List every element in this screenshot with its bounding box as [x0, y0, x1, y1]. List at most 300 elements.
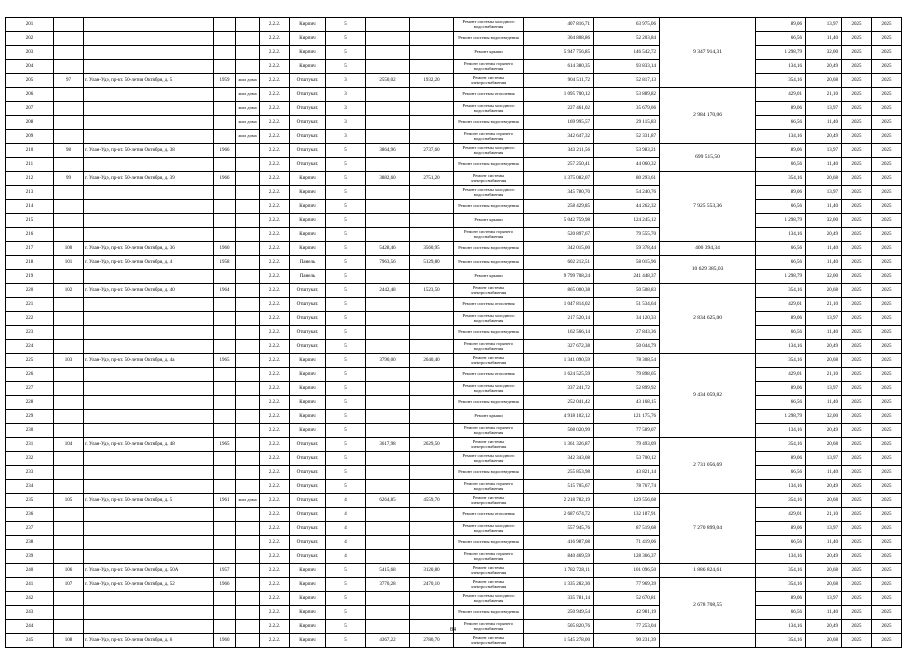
- cost-cell: 217 520,14: [524, 312, 594, 326]
- build-year-cell: 1966: [214, 144, 236, 158]
- table-row: [6, 368, 902, 382]
- table-row: [6, 634, 902, 648]
- year-start-cell: 2025: [842, 354, 872, 368]
- group-total-cell: 2 984 170,06: [660, 88, 756, 144]
- work-type-cell: Ремонт системы водоотведения: [454, 116, 524, 130]
- year-end-cell: 2025: [872, 270, 902, 284]
- cost-per-unit-cell: 43 168,15: [594, 396, 660, 410]
- year-start-cell: 2025: [842, 634, 872, 648]
- unit-cost-cell: 66,56: [756, 396, 806, 410]
- wall-material-cell: Отштукат.: [290, 284, 326, 298]
- table-row: [6, 116, 902, 130]
- unit-cost-cell: 66,56: [756, 466, 806, 480]
- unit-cost-2-cell: 21,10: [806, 368, 842, 382]
- cost-per-unit-cell: 90 231,39: [594, 634, 660, 648]
- table-row: [6, 74, 902, 88]
- year-start-cell: 2025: [842, 326, 872, 340]
- cost-per-unit-cell: 146 542,72: [594, 46, 660, 60]
- year-start-cell: 2025: [842, 74, 872, 88]
- year-end-cell: 2025: [872, 564, 902, 578]
- wall-material-cell: Отштукат.: [290, 494, 326, 508]
- cost-cell: 337 241,72: [524, 382, 594, 396]
- address-cell: [84, 410, 214, 424]
- living-area-cell: [410, 60, 454, 74]
- house-type-cell: [236, 606, 260, 620]
- work-type-cell: Ремонт системы горячего водоснабжения: [454, 130, 524, 144]
- work-type-cell: Ремонт системы холодного водоснабжения: [454, 186, 524, 200]
- cost-per-unit-cell: 58 015,96: [594, 256, 660, 270]
- cost-cell: 840 469,59: [524, 550, 594, 564]
- cost-cell: 1 624 525,59: [524, 368, 594, 382]
- year-start-cell: 2025: [842, 158, 872, 172]
- address-cell: [84, 312, 214, 326]
- floors-cell: 5: [326, 396, 366, 410]
- cost-cell: 162 566,14: [524, 326, 594, 340]
- build-year-cell: [214, 536, 236, 550]
- house-number-cell: [54, 116, 84, 130]
- code-cell: 2.2.2.: [260, 550, 290, 564]
- row-number-cell: 234: [6, 480, 54, 494]
- year-start-cell: 2025: [842, 396, 872, 410]
- floors-cell: 5: [326, 200, 366, 214]
- wall-material-cell: Отштукат.: [290, 312, 326, 326]
- house-type-cell: [236, 536, 260, 550]
- group-total-cell: 9 434 059,82: [660, 354, 756, 438]
- unit-cost-cell: 354,16: [756, 578, 806, 592]
- build-year-cell: 1960: [214, 242, 236, 256]
- build-year-cell: [214, 60, 236, 74]
- row-number-cell: 232: [6, 452, 54, 466]
- row-number-cell: 236: [6, 508, 54, 522]
- house-number-cell: [54, 368, 84, 382]
- table-row: [6, 522, 902, 536]
- total-area-cell: 3882,60: [366, 172, 410, 186]
- table-row: [6, 284, 902, 298]
- house-number-cell: 106: [54, 564, 84, 578]
- year-start-cell: 2025: [842, 466, 872, 480]
- address-cell: [84, 522, 214, 536]
- address-cell: [84, 382, 214, 396]
- total-area-cell: [366, 340, 410, 354]
- build-year-cell: [214, 340, 236, 354]
- address-cell: [84, 592, 214, 606]
- floors-cell: 3: [326, 88, 366, 102]
- row-number-cell: 209: [6, 130, 54, 144]
- house-type-cell: [236, 410, 260, 424]
- row-number-cell: 244: [6, 620, 54, 634]
- unit-cost-cell: 89,06: [756, 186, 806, 200]
- work-type-cell: Ремонт системы горячего водоснабжения: [454, 340, 524, 354]
- house-type-cell: [236, 270, 260, 284]
- total-area-cell: 4367,22: [366, 634, 410, 648]
- table-row: [6, 592, 902, 606]
- living-area-cell: 2470,10: [410, 578, 454, 592]
- floors-cell: 5: [326, 564, 366, 578]
- address-cell: [84, 536, 214, 550]
- wall-material-cell: Кирпич: [290, 214, 326, 228]
- build-year-cell: [214, 270, 236, 284]
- year-end-cell: 2025: [872, 214, 902, 228]
- code-cell: 2.2.2.: [260, 424, 290, 438]
- unit-cost-cell: 354,16: [756, 74, 806, 88]
- wall-material-cell: Панель: [290, 270, 326, 284]
- code-cell: 2.2.2.: [260, 368, 290, 382]
- house-number-cell: [54, 214, 84, 228]
- total-area-cell: [366, 200, 410, 214]
- house-type-cell: [236, 578, 260, 592]
- house-number-cell: 97: [54, 74, 84, 88]
- wall-material-cell: Кирпич: [290, 242, 326, 256]
- year-start-cell: 2025: [842, 228, 872, 242]
- build-year-cell: [214, 102, 236, 116]
- unit-cost-cell: 66,56: [756, 158, 806, 172]
- living-area-cell: [410, 326, 454, 340]
- floors-cell: 5: [326, 312, 366, 326]
- unit-cost-cell: 134,16: [756, 130, 806, 144]
- floors-cell: 5: [326, 256, 366, 270]
- house-number-cell: [54, 340, 84, 354]
- living-area-cell: [410, 130, 454, 144]
- house-type-cell: [236, 18, 260, 32]
- work-type-cell: Ремонт системы холодного водоснабжения: [454, 102, 524, 116]
- cost-cell: 250 949,54: [524, 606, 594, 620]
- total-area-cell: [366, 32, 410, 46]
- house-type-cell: [236, 284, 260, 298]
- code-cell: 2.2.2.: [260, 452, 290, 466]
- code-cell: 2.2.2.: [260, 200, 290, 214]
- year-end-cell: 2025: [872, 186, 902, 200]
- cost-cell: 304 808,86: [524, 32, 594, 46]
- year-start-cell: 2025: [842, 550, 872, 564]
- group-total-cell: [660, 634, 756, 648]
- total-area-cell: 3790,00: [366, 354, 410, 368]
- living-area-cell: [410, 270, 454, 284]
- floors-cell: 5: [326, 620, 366, 634]
- wall-material-cell: Кирпич: [290, 396, 326, 410]
- year-end-cell: 2025: [872, 32, 902, 46]
- row-number-cell: 201: [6, 18, 54, 32]
- house-type-cell: жил дома: [236, 130, 260, 144]
- address-cell: [84, 508, 214, 522]
- row-number-cell: 230: [6, 424, 54, 438]
- row-number-cell: 245: [6, 634, 54, 648]
- living-area-cell: [410, 410, 454, 424]
- house-type-cell: [236, 186, 260, 200]
- floors-cell: 5: [326, 424, 366, 438]
- code-cell: 2.2.2.: [260, 438, 290, 452]
- year-start-cell: 2025: [842, 242, 872, 256]
- work-type-cell: Ремонт системы горячего водоснабжения: [454, 620, 524, 634]
- total-area-cell: [366, 326, 410, 340]
- total-area-cell: [366, 424, 410, 438]
- house-type-cell: [236, 508, 260, 522]
- code-cell: 2.2.2.: [260, 522, 290, 536]
- unit-cost-2-cell: 21,10: [806, 298, 842, 312]
- cost-per-unit-cell: 44 060,32: [594, 158, 660, 172]
- table-row: [6, 228, 902, 242]
- build-year-cell: [214, 410, 236, 424]
- code-cell: 2.2.2.: [260, 60, 290, 74]
- work-type-cell: Ремонт системы электроснабжения: [454, 172, 524, 186]
- total-area-cell: [366, 88, 410, 102]
- code-cell: 2.2.2.: [260, 228, 290, 242]
- living-area-cell: [410, 382, 454, 396]
- unit-cost-2-cell: 20,68: [806, 172, 842, 186]
- house-number-cell: [54, 480, 84, 494]
- year-end-cell: 2025: [872, 60, 902, 74]
- work-type-cell: Ремонт системы холодного водоснабжения: [454, 522, 524, 536]
- living-area-cell: [410, 32, 454, 46]
- living-area-cell: [410, 312, 454, 326]
- cost-cell: 342 015,00: [524, 242, 594, 256]
- year-end-cell: 2025: [872, 424, 902, 438]
- unit-cost-2-cell: 11,40: [806, 242, 842, 256]
- year-end-cell: 2025: [872, 354, 902, 368]
- cost-cell: 2 687 674,72: [524, 508, 594, 522]
- cost-cell: 5 042 759,98: [524, 214, 594, 228]
- work-type-cell: Ремонт системы электроснабжения: [454, 634, 524, 648]
- address-cell: [84, 466, 214, 480]
- living-area-cell: [410, 102, 454, 116]
- row-number-cell: 241: [6, 578, 54, 592]
- house-type-cell: [236, 354, 260, 368]
- house-type-cell: [236, 592, 260, 606]
- unit-cost-cell: 354,16: [756, 354, 806, 368]
- cost-per-unit-cell: 35 679,06: [594, 102, 660, 116]
- cost-per-unit-cell: 79 493,09: [594, 438, 660, 452]
- code-cell: 2.2.2.: [260, 256, 290, 270]
- work-type-cell: Ремонт системы водоотведения: [454, 396, 524, 410]
- address-cell: [84, 200, 214, 214]
- unit-cost-2-cell: 13,97: [806, 18, 842, 32]
- unit-cost-2-cell: 11,40: [806, 536, 842, 550]
- code-cell: 2.2.2.: [260, 130, 290, 144]
- code-cell: 2.2.2.: [260, 578, 290, 592]
- row-number-cell: 224: [6, 340, 54, 354]
- year-end-cell: 2025: [872, 130, 902, 144]
- unit-cost-cell: 66,56: [756, 326, 806, 340]
- living-area-cell: [410, 508, 454, 522]
- address-cell: г. Улан-Удэ, пр-кт. 50-летия Октября, д. 4: [84, 256, 214, 270]
- address-cell: [84, 18, 214, 32]
- table-row: [6, 480, 902, 494]
- table-row: [6, 158, 902, 172]
- build-year-cell: [214, 158, 236, 172]
- unit-cost-2-cell: 13,97: [806, 102, 842, 116]
- code-cell: 2.2.2.: [260, 494, 290, 508]
- house-number-cell: [54, 32, 84, 46]
- cost-cell: 258 429,85: [524, 200, 594, 214]
- year-start-cell: 2025: [842, 60, 872, 74]
- unit-cost-2-cell: 21,10: [806, 508, 842, 522]
- year-end-cell: 2025: [872, 452, 902, 466]
- build-year-cell: [214, 522, 236, 536]
- year-start-cell: 2025: [842, 270, 872, 284]
- address-cell: [84, 88, 214, 102]
- wall-material-cell: Отштукат.: [290, 158, 326, 172]
- living-area-cell: [410, 214, 454, 228]
- wall-material-cell: Кирпич: [290, 172, 326, 186]
- year-start-cell: 2025: [842, 424, 872, 438]
- table-row: [6, 564, 902, 578]
- cost-cell: 1 545 278,00: [524, 634, 594, 648]
- unit-cost-2-cell: 20,68: [806, 578, 842, 592]
- cost-per-unit-cell: 53 983,21: [594, 144, 660, 158]
- year-start-cell: 2025: [842, 172, 872, 186]
- total-area-cell: 7963,56: [366, 256, 410, 270]
- year-end-cell: 2025: [872, 396, 902, 410]
- floors-cell: 5: [326, 354, 366, 368]
- address-cell: [84, 46, 214, 60]
- wall-material-cell: Отштукат.: [290, 116, 326, 130]
- build-year-cell: [214, 550, 236, 564]
- wall-material-cell: Кирпич: [290, 578, 326, 592]
- house-type-cell: жил дома: [236, 102, 260, 116]
- row-number-cell: 208: [6, 116, 54, 130]
- floors-cell: 5: [326, 32, 366, 46]
- table-row: [6, 102, 902, 116]
- row-number-cell: 212: [6, 172, 54, 186]
- work-type-cell: Ремонт системы горячего водоснабжения: [454, 228, 524, 242]
- living-area-cell: [410, 522, 454, 536]
- cost-cell: 1 335 282,30: [524, 578, 594, 592]
- unit-cost-2-cell: 11,40: [806, 606, 842, 620]
- year-start-cell: 2025: [842, 102, 872, 116]
- build-year-cell: [214, 18, 236, 32]
- build-year-cell: [214, 368, 236, 382]
- total-area-cell: [366, 606, 410, 620]
- row-number-cell: 231: [6, 438, 54, 452]
- unit-cost-cell: 429,01: [756, 508, 806, 522]
- house-type-cell: [236, 326, 260, 340]
- floors-cell: 5: [326, 634, 366, 648]
- floors-cell: 4: [326, 550, 366, 564]
- wall-material-cell: Отштукат.: [290, 480, 326, 494]
- floors-cell: 4: [326, 522, 366, 536]
- living-area-cell: [410, 116, 454, 130]
- row-number-cell: 220: [6, 284, 54, 298]
- house-number-cell: [54, 200, 84, 214]
- group-total-cell: 2 731 056,69: [660, 438, 756, 494]
- house-number-cell: [54, 298, 84, 312]
- build-year-cell: [214, 396, 236, 410]
- year-end-cell: 2025: [872, 312, 902, 326]
- work-type-cell: Ремонт системы электроснабжения: [454, 354, 524, 368]
- cost-per-unit-cell: 129 556,68: [594, 494, 660, 508]
- cost-per-unit-cell: 77 589,07: [594, 424, 660, 438]
- year-end-cell: 2025: [872, 606, 902, 620]
- code-cell: 2.2.2.: [260, 270, 290, 284]
- cost-cell: 335 781,14: [524, 592, 594, 606]
- total-area-cell: 2442,48: [366, 284, 410, 298]
- cost-per-unit-cell: 78 308,54: [594, 354, 660, 368]
- unit-cost-2-cell: 20,68: [806, 634, 842, 648]
- table-row: [6, 186, 902, 200]
- total-area-cell: [366, 130, 410, 144]
- floors-cell: 4: [326, 508, 366, 522]
- unit-cost-2-cell: 20,68: [806, 284, 842, 298]
- floors-cell: 5: [326, 438, 366, 452]
- address-cell: [84, 550, 214, 564]
- unit-cost-2-cell: 13,97: [806, 382, 842, 396]
- work-type-cell: Ремонт системы электроснабжения: [454, 284, 524, 298]
- code-cell: 2.2.2.: [260, 340, 290, 354]
- house-number-cell: 105: [54, 494, 84, 508]
- unit-cost-2-cell: 11,40: [806, 116, 842, 130]
- cost-cell: 5 947 756,85: [524, 46, 594, 60]
- total-area-cell: 5415,68: [366, 564, 410, 578]
- floors-cell: 4: [326, 494, 366, 508]
- house-number-cell: [54, 88, 84, 102]
- year-end-cell: 2025: [872, 410, 902, 424]
- work-type-cell: Ремонт системы горячего водоснабжения: [454, 480, 524, 494]
- address-cell: г. Улан-Удэ, пр-кт. 50-летия Октября, д. 4а: [84, 354, 214, 368]
- build-year-cell: 1966: [214, 578, 236, 592]
- unit-cost-2-cell: 13,97: [806, 186, 842, 200]
- cost-per-unit-cell: 59 378,44: [594, 242, 660, 256]
- house-number-cell: [54, 424, 84, 438]
- row-number-cell: 239: [6, 550, 54, 564]
- table-row: [6, 88, 902, 102]
- total-area-cell: [366, 368, 410, 382]
- floors-cell: 5: [326, 284, 366, 298]
- cost-cell: 9 799 708,24: [524, 270, 594, 284]
- code-cell: 2.2.2.: [260, 186, 290, 200]
- unit-cost-cell: 89,06: [756, 312, 806, 326]
- year-end-cell: 2025: [872, 382, 902, 396]
- total-area-cell: [366, 452, 410, 466]
- unit-cost-cell: 134,16: [756, 480, 806, 494]
- year-start-cell: 2025: [842, 536, 872, 550]
- floors-cell: 5: [326, 270, 366, 284]
- row-number-cell: 204: [6, 60, 54, 74]
- repair-register-table: [5, 17, 902, 648]
- cost-per-unit-cell: 52 670,81: [594, 592, 660, 606]
- unit-cost-cell: 89,06: [756, 382, 806, 396]
- unit-cost-cell: 134,16: [756, 424, 806, 438]
- code-cell: 2.2.2.: [260, 634, 290, 648]
- floors-cell: 4: [326, 536, 366, 550]
- year-start-cell: 2025: [842, 214, 872, 228]
- build-year-cell: [214, 88, 236, 102]
- work-type-cell: Ремонт крыши: [454, 270, 524, 284]
- unit-cost-2-cell: 11,40: [806, 326, 842, 340]
- living-area-cell: [410, 298, 454, 312]
- row-number-cell: 219: [6, 270, 54, 284]
- year-end-cell: 2025: [872, 550, 902, 564]
- house-number-cell: [54, 130, 84, 144]
- work-type-cell: Ремонт системы холодного водоснабжения: [454, 592, 524, 606]
- year-end-cell: 2025: [872, 102, 902, 116]
- cost-cell: 505 820,76: [524, 620, 594, 634]
- work-type-cell: Ремонт системы холодного водоснабжения: [454, 312, 524, 326]
- cost-cell: 520 897,67: [524, 228, 594, 242]
- house-type-cell: [236, 158, 260, 172]
- living-area-cell: [410, 606, 454, 620]
- living-area-cell: [410, 340, 454, 354]
- total-area-cell: [366, 270, 410, 284]
- cost-per-unit-cell: 63 975,06: [594, 18, 660, 32]
- total-area-cell: [366, 466, 410, 480]
- table-row: [6, 536, 902, 550]
- unit-cost-cell: 354,16: [756, 564, 806, 578]
- year-start-cell: 2025: [842, 144, 872, 158]
- cost-per-unit-cell: 29 115,83: [594, 116, 660, 130]
- wall-material-cell: Отштукат.: [290, 438, 326, 452]
- year-start-cell: 2025: [842, 88, 872, 102]
- cost-per-unit-cell: 43 821,14: [594, 466, 660, 480]
- unit-cost-2-cell: 20,49: [806, 228, 842, 242]
